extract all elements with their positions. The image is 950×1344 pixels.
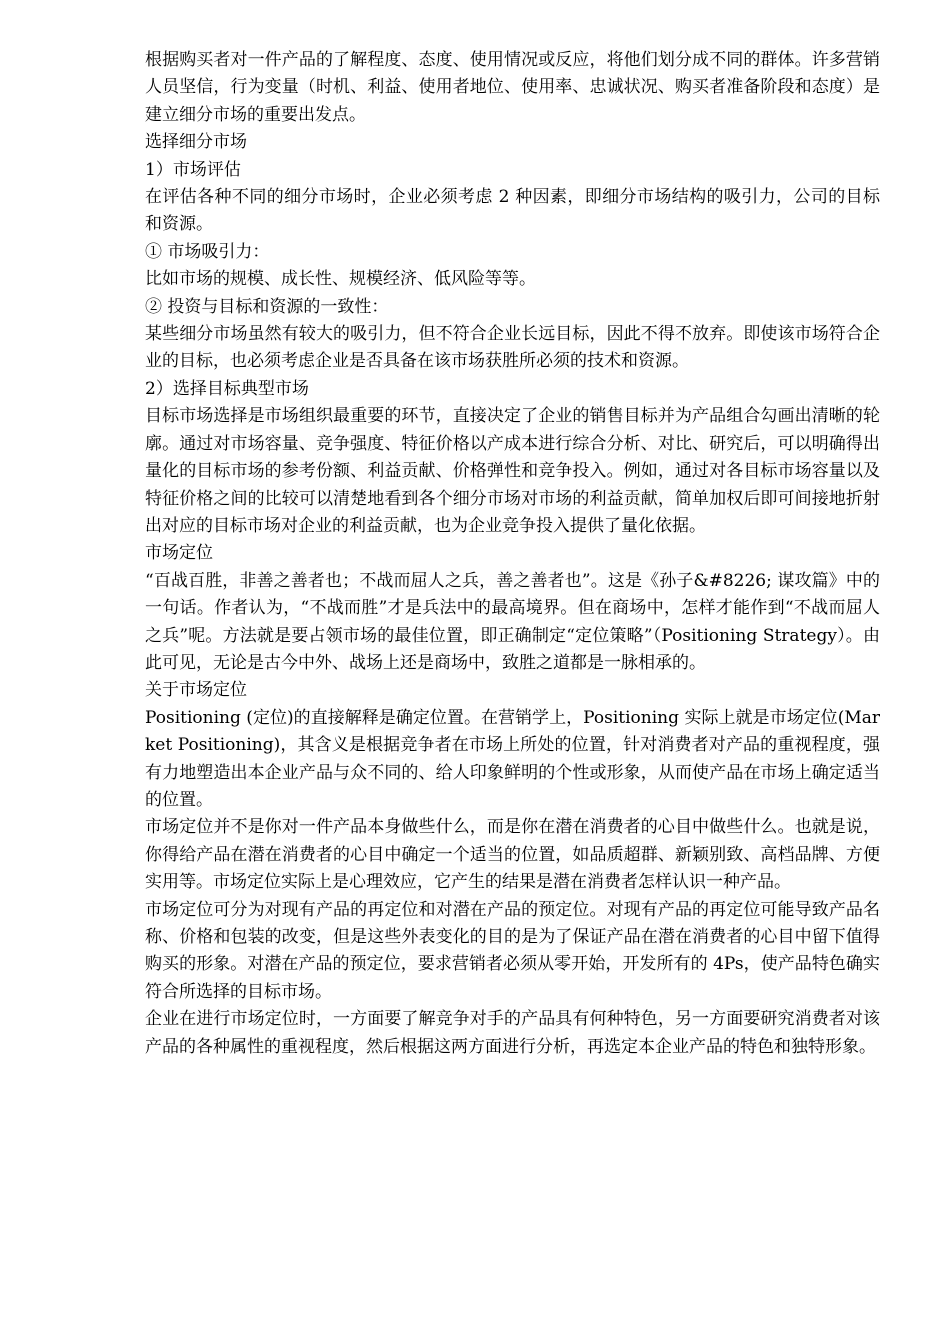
heading-market-positioning: 市场定位 bbox=[145, 543, 213, 564]
heading-select-segment: 选择细分市场 bbox=[145, 132, 247, 153]
paragraph-sunzi-quote: “百战百胜，非善之善者也；不战而屈人之兵，善之善者也”。这是《孙子&#8226; 谋攻篇》中的一句话。作者认为，“不战而胜”才是兵法中的最高境界。但在商场中，怎样才能作到“不战而屈人之兵”呢。方法就是要占领市场的最佳位置，即正确制定“定位策略”（Positioning Strategy）。由此可见，无论是古今中外、战场上还是商场中，致胜之道都是一脉相承的。 bbox=[145, 570, 880, 673]
paragraph-evaluation-factors: 在评估各种不同的细分市场时，企业必须考虑 2 种因素，即细分市场结构的吸引力，公司的目标和资源。 bbox=[145, 187, 880, 235]
document-body bbox=[145, 47, 880, 1061]
subheading-target-market: 2）选择目标典型市场 bbox=[145, 378, 309, 399]
paragraph-target-market-selection: 目标市场选择是市场组织最重要的环节，直接决定了企业的销售目标并为产品组合勾画出清晰的轮廓。通过对市场容量、竞争强度、特征价格以产成本进行综合分析、对比、研究后，可以明确得出量化的目标市场的参考份额、利益贡献、价格弹性和竞争投入。例如，通过对各目标市场容量以及特征价格之间的比较可以清楚地看到各个细分市场对市场的利益贡献，简单加权后即可间接地折射出对应的目标市场对企业的利益贡献，也为企业竞争投入提供了量化依据。 bbox=[145, 406, 880, 536]
paragraph-attractiveness-examples: 比如市场的规模、成长性、规模经济、低风险等等。 bbox=[145, 269, 536, 290]
paragraph-consistency-detail: 某些细分市场虽然有较大的吸引力，但不符合企业长远目标，因此不得不放弃。即使该市场符合企业的目标，也必须考虑企业是否具备在该市场获胜所必须的技术和资源。 bbox=[145, 324, 880, 372]
item-market-attractiveness: ① 市场吸引力： bbox=[145, 241, 270, 262]
item-investment-consistency: ② 投资与目标和资源的一致性： bbox=[145, 296, 389, 317]
paragraph-positioning-definition: Positioning (定位)的直接解释是确定位置。在营销学上，Positioning 实际上就是市场定位(Market Positioning)，其含义是根据竞争者在市场上所处的位置，针对消费者对产品的重视程度，强有力地塑造出本企业产品与众不同的、给人印象鲜明的个性或形象，从而使产品在市场上确定适当的位置。 bbox=[145, 707, 880, 810]
paragraph-positioning-mind: 市场定位并不是你对一件产品本身做些什么，而是你在潜在消费者的心目中做些什么。也就是说，你得给产品在潜在消费者的心目中确定一个适当的位置，如品质超群、新颖别致、高档品牌、方便实用等。市场定位实际上是心理效应，它产生的结果是潜在消费者怎样认识一种产品。 bbox=[145, 817, 880, 893]
paragraph-repositioning: 市场定位可分为对现有产品的再定位和对潜在产品的预定位。对现有产品的再定位可能导致产品名称、价格和包装的改变，但是这些外表变化的目的是为了保证产品在潜在消费者的心目中留下值得购买的形象。对潜在产品的预定位，要求营销者必须从零开始，开发所有的 4Ps，使产品特色确实符合所选择的目标市场。 bbox=[145, 899, 880, 1002]
subheading-market-evaluation: 1）市场评估 bbox=[145, 159, 241, 180]
paragraph-behavior-segmentation: 根据购买者对一件产品的了解程度、态度、使用情况或反应，将他们划分成不同的群体。许多营销人员坚信，行为变量（时机、利益、使用者地位、使用率、忠诚状况、购买者准备阶段和态度）是建立细分市场的重要出发点。 bbox=[145, 50, 880, 125]
heading-about-positioning: 关于市场定位 bbox=[145, 680, 247, 701]
paragraph-positioning-process: 企业在进行市场定位时，一方面要了解竞争对手的产品具有何种特色，另一方面要研究消费者对该产品的各种属性的重视程度，然后根据这两方面进行分析，再选定本企业产品的特色和独特形象。 bbox=[145, 1009, 880, 1057]
